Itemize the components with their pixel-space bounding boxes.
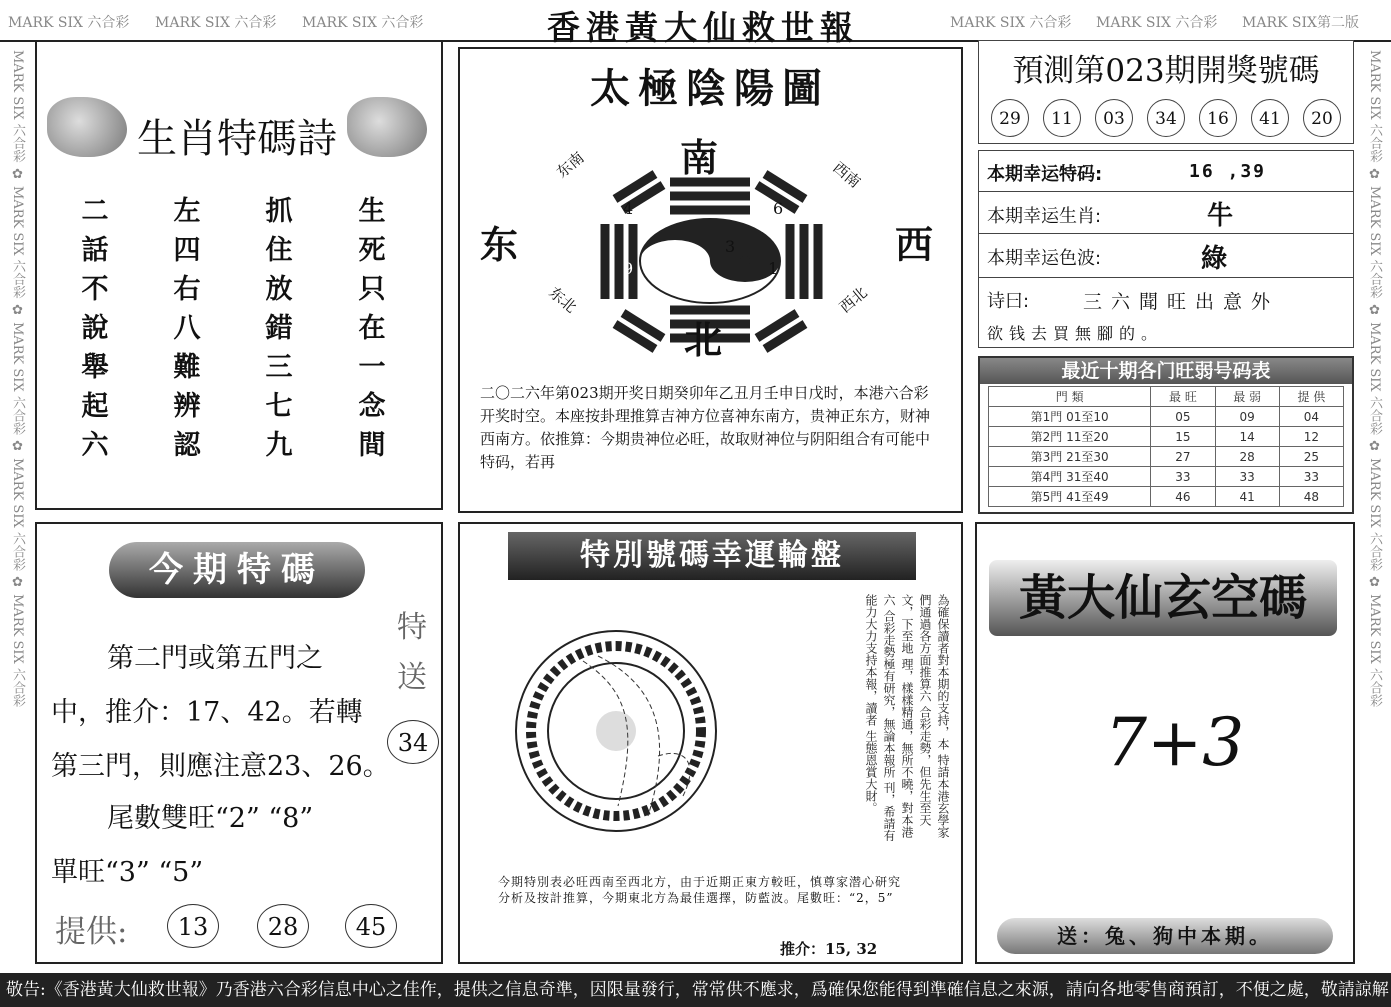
special-line-2: 中，推介：17、42。若轉 [51,697,363,728]
provide-number: 28 [257,904,309,948]
xuankong-send: 送：兔、狗中本期。 [997,918,1333,954]
poem-column-2: 左四右八難辨認 [173,196,201,461]
forecast-number: 11 [1043,99,1081,137]
table-header: 提 供 [1279,387,1343,407]
forecast-number: 29 [991,99,1029,137]
table-row: 第2門 11至20 15 14 12 [989,427,1344,447]
trigram-number: 6 [773,199,784,218]
special-line-4: 尾數雙旺“2” “8” [107,803,314,834]
handwritten-code: 7+3 [1105,704,1245,781]
forecast-number: 41 [1251,99,1289,137]
forecast-number: 16 [1199,99,1237,137]
top-banner [0,0,1391,47]
special-code-panel [35,522,443,964]
lucky-wave-label: 本期幸运色波: [987,248,1102,269]
watermark-left-2: MARK SIX 六合彩 [155,15,277,31]
north-label: 北 [684,317,723,362]
forecast-number: 34 [1147,99,1185,137]
table-title: 最近十期各门旺弱号码表 [980,358,1352,384]
special-side-1: 特 [397,610,427,645]
trigram-number: 1 [768,259,779,278]
trigram-number: 4 [623,199,634,218]
special-line-3: 第三門，則應注意23、26。 [51,751,390,782]
table-row: 第4門 31至40 33 33 33 [989,467,1344,487]
dragon-left-icon [47,97,127,157]
special-line-5: 單旺“3” “5” [51,857,204,888]
special-code-title: 今期特碼 [109,542,365,598]
poem-verse-line2: 欲钱去買無腳的。 [987,324,1164,343]
lucky-wave-value: 綠 [1201,244,1228,274]
gift-number: 34 [387,720,439,764]
provide-number: 45 [345,904,397,948]
special-line-1: 第二門或第五門之 [107,643,323,674]
watermark-left-1: MARK SIX 六合彩 [8,15,130,31]
northeast-label: 东北 [545,283,580,317]
table-row: 第1門 01至10 05 09 04 [989,407,1344,427]
special-side-2: 送 [397,660,427,695]
forecast-panel [978,40,1354,144]
table-row: 第5門 41至49 46 41 48 [989,487,1344,507]
table-header: 最 旺 [1151,387,1215,407]
zodiac-poem-panel [35,40,443,510]
dragon-right-icon [347,97,427,157]
xuankong-title: 黃大仙玄空碼 [989,560,1337,636]
forecast-title: 預測第023期開獎號碼 [1012,53,1320,89]
provide-label: 提供: [55,914,128,950]
page-title: 香港黃大仙救世報 [547,8,859,47]
taiji-paragraph: 二〇二六年第023期开奖日期癸卯年乙丑月壬申日戊时，本港六合彩开奖时空。本座按卦理推算吉神方位喜神东南方，贵神正东方，财神西南方。依推算：今期贵神位必旺，故取财神位与阴阳组合有可能中特码，若再 [480,384,931,471]
wheel-title: 特別號碼幸運輪盤 [508,532,916,580]
wheel-recommend: 推介：15, 32 [780,940,878,958]
hot-cold-table [988,386,1344,507]
wheel-bottom-text: 今期特別表必旺西南至西北方，由于近期正東方較旺，慎尊家潜心研究分析及按計推算，今期東北方為最佳選擇，防藍波。尾數旺：“2，5” [498,875,902,905]
table-header: 最 弱 [1215,387,1279,407]
hot-cold-table-panel [978,356,1354,514]
poem-column-3: 抓住放錯三七九 [265,196,293,461]
trigram-number: 3 [725,237,736,256]
lucky-zodiac-label: 本期幸运生肖: [987,206,1102,227]
lucky-wheel-panel [458,522,963,964]
table-header: 門 類 [989,387,1151,407]
watermark-left-3: MARK SIX 六合彩 [302,15,424,31]
wheel-text-columns: 為確保讀者對本期的支持，本 特請本港玄學家們通過各方面推算六 合彩走勢，但先生至天文，下至地 理，樣樣精通，無所不曉，對本港六 合彩走勢極有研究，無論本報所 刊，希請有能力大力支持本報，讀者 生態恩賞大財。 [864,594,950,842]
lucky-code-value: 16 ,39 [1189,161,1267,182]
poem-column-4: 生死只在一念間 [358,196,386,461]
taiji-title: 太極陰陽圖 [590,65,830,112]
southwest-label: 西南 [829,158,864,192]
provide-number: 13 [167,904,219,948]
lucky-wheel-diagram [488,596,748,856]
south-label: 南 [680,135,719,180]
edition-label: MARK SIX第二版 [1242,15,1359,31]
forecast-number: 03 [1095,99,1133,137]
poem-title: 生肖特碼詩 [137,116,337,162]
left-side-watermark: MARK SIX 六合彩 ✿ MARK SIX 六合彩 ✿ MARK SIX 六合彩 ✿ MARK SIX 六合彩 ✿ MARK SIX 六合彩 [10,50,25,707]
lucky-zodiac-value: 牛 [1207,201,1234,231]
table-row: 第3門 21至30 27 28 25 [989,447,1344,467]
footer-notice: 敬告:《香港黃大仙救世報》乃香港六合彩信息中心之佳作，提供之信息奇準，因限量發行，常常供不應求，爲確保您能得到準確信息之來源，請向各地零售商預訂，不便之處，敬請諒解 [0,973,1391,1007]
watermark-right-2: MARK SIX 六合彩 [1096,15,1218,31]
xuankong-panel [975,522,1355,964]
taiji-panel [458,47,963,513]
watermark-right-1: MARK SIX 六合彩 [950,15,1072,31]
lucky-code-label: 本期幸运特码: [987,164,1103,185]
poem-verse-line1: 三六聞旺出意外 [1083,291,1280,313]
poem-verse-label: 诗曰: [987,291,1030,312]
forecast-number: 20 [1303,99,1341,137]
lucky-panel [978,150,1354,348]
southeast-label: 东南 [553,148,588,182]
trigram-number: 9 [623,259,634,278]
west-label: 西 [895,222,934,267]
poem-column-1: 二話不說舉起六 [81,196,109,461]
northwest-label: 西北 [836,283,871,317]
right-side-watermark: MARK SIX 六合彩 ✿ MARK SIX 六合彩 ✿ MARK SIX 六合彩 ✿ MARK SIX 六合彩 ✿ MARK SIX 六合彩 [1367,50,1382,707]
east-label: 东 [480,222,519,267]
